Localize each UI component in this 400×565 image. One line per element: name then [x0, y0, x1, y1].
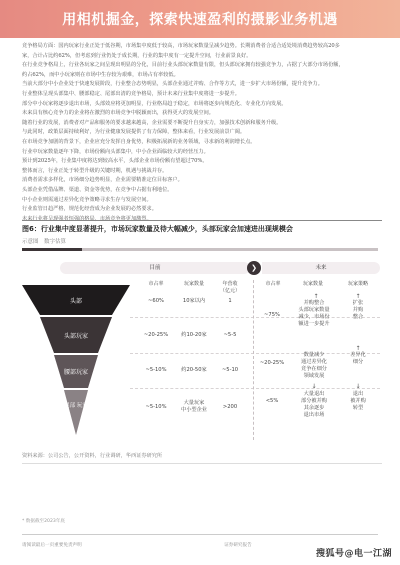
- paragraph-line-5: 行业整体呈现头部集中、腰部稳定、尾部出清的竞争格局，预计未来行业集中度将进一步提升。: [22, 90, 240, 97]
- tier-1-count: 约10-20家: [181, 332, 207, 338]
- paragraph-line-14: 消费者需求多样化，市场细分趋势明显，企业需要精准定位目标客户。: [22, 177, 183, 184]
- paragraph-line-6: 部分中小玩家将逐步退出市场，头部效应将更加明显，行业格局趋于稳定，市场将逐步向规范化、专业化方向发展。: [22, 100, 287, 107]
- tier-2-revenue: ~5-10: [221, 367, 239, 373]
- future-3-strategy: 退出 被并购 转型: [350, 391, 366, 411]
- figure-title: 图6：行业集中度显著提升，市场玩家数量及待大幅减少，头部玩家会加速进出现规模会: [22, 220, 382, 234]
- funnel-label-3: 尾部 玩家: [64, 403, 88, 409]
- funnel-label-2: 腰部玩家: [63, 369, 89, 376]
- tier-3-count: 大量玩家 中小型企业: [181, 400, 207, 413]
- col-change: 玩家数量: [302, 281, 323, 287]
- tier-1-share: ~20-25%: [143, 332, 169, 338]
- paragraph-line-7: 未来具有核心竞争力的企业将在激烈的市场竞争中脱颖而出，获得更大的发展空间。: [22, 110, 214, 117]
- arrow-down-icon: ↓: [355, 383, 361, 390]
- paragraph-line-16: 中小企业则需通过差异化竞争策略寻求生存与发展空间。: [22, 196, 152, 203]
- current-header: 目前: [60, 262, 250, 274]
- future-0-share: ~75%: [264, 312, 280, 318]
- paragraph-line-10: 在市场竞争加剧的背景下，企业应充分发挥自身优势，积极拓展新的业务领域，寻求新的利润增长点。: [22, 138, 256, 145]
- banner-title: 用相机掘金，探索快速盈利的摄影业务机遇: [62, 12, 338, 28]
- paragraph-line-13: 整体而言，行业正处于转型升级的关键时期，机遇与挑战并存。: [22, 167, 168, 174]
- funnel-label-1: 头部玩家: [63, 333, 89, 340]
- arrow-up-icon: ↑: [355, 293, 361, 300]
- future-3-share: <5%: [265, 398, 279, 404]
- figure-source: 资料来源：公司公告，公开资料，行业调研，华西证券研究所: [22, 452, 382, 464]
- paragraph-line-11: 行业中玩家数量逐年下降，市场份额向头部集中，中小企业面临较大的经营压力。: [22, 148, 209, 155]
- paragraph-line-3: 约占62%，而中小玩家则在市场中生存较为艰难，市场占有率较低。: [22, 71, 179, 78]
- funnel-chart: [22, 285, 132, 440]
- future-2-share: ~20-25%: [259, 360, 285, 366]
- tier-0-count: 10家以内: [182, 298, 206, 304]
- tier-2-count: 约20-50家: [181, 367, 207, 373]
- paragraph-line-4: 当前大部分中小企业处于快速发展阶段，行业整合态势明显，头部企业通过并购、合作等方式，进一步扩大市场份额，提升竞争力。: [22, 81, 323, 88]
- future-3-change: 大量退出 部分被并购 其余逐步 退出市场: [301, 391, 327, 418]
- tier-3-revenue: >200: [222, 404, 238, 410]
- figure-tab-bar-accent: [22, 248, 82, 251]
- col-player-count: 玩家数量: [183, 281, 204, 287]
- paragraph-line-8: 随着行业的发展，消费者对产品和服务的要求越来越高，企业需要不断提升自身实力，加强技术创新和服务升级。: [22, 119, 282, 126]
- future-2-change: 数量减少 通过差异化 竞争在细分 领域发展: [301, 352, 327, 379]
- paragraph-line-0: 竞争格局方面：国内玩家行业正处于低谷期，市场集中度低于较高，市场玩家数量呈减少趋势。长期消费者合适合适处境消费趋势较高20多: [22, 43, 340, 49]
- tier-3-share: ~5-10%: [145, 404, 167, 410]
- footnote: * 数据截至2023年底: [22, 519, 66, 524]
- paragraph-line-1: 家，合计占比约62%，但考虑到行业仍处于成长期，行业的集中度有一定提升空间，行业前景良好。: [22, 52, 252, 59]
- chevron-right-icon: ❯: [247, 261, 261, 275]
- arrow-down-icon: ↓: [311, 383, 317, 390]
- arrow-up-icon: ↑: [355, 345, 361, 352]
- paragraph-line-17: 行业监管日趋严格，规范化经营成为企业发展的必然要求。: [22, 206, 157, 213]
- arrow-up-icon: ↑: [313, 293, 319, 300]
- paragraph-line-12: 预计到2025年，行业集中度将达到较高水平，头部企业市场份额有望超过70%。: [22, 158, 208, 165]
- title-banner: [0, 0, 400, 38]
- paragraph-line-15: 头部企业凭借品牌、渠道、资金等优势，在竞争中占据有利地位。: [22, 186, 173, 193]
- tier-2-share: ~5-10%: [145, 367, 167, 373]
- future-header: 未来: [262, 262, 380, 274]
- footer-divider: [22, 534, 378, 535]
- paragraph-line-18: 未来行业将呈现强者恒强的格局，市场竞争将更加激烈。: [22, 215, 152, 222]
- tier-1-revenue: ~5-5: [223, 332, 237, 338]
- col-market-share: 市占率: [148, 281, 164, 287]
- figure-unit: 示意图 数字估算: [22, 239, 67, 245]
- footer-text: 请阅读最后一页重要免责声明 证券研究报告: [22, 543, 252, 548]
- future-2-strategy: 差异化 细分: [350, 352, 366, 365]
- future-0-strategy: 扩张 并购 整合: [352, 300, 364, 320]
- col-revenue: 年营收 （亿元）: [219, 281, 240, 294]
- body-paragraph: [22, 42, 378, 224]
- tier-0-revenue: 1: [228, 298, 232, 304]
- col-strategy: 玩家策略: [347, 281, 368, 287]
- tier-0-share: ~60%: [148, 298, 164, 304]
- paragraph-line-9: 与此同时，政策层面持续利好，为行业健康发展提供了有力保障，整体来看，行业发展前景广阔。: [22, 129, 246, 136]
- current-future-divider: [253, 280, 254, 440]
- row-divider: [130, 388, 380, 389]
- col-future-share: 市占率: [265, 281, 281, 287]
- funnel-label-0: 头部: [69, 298, 83, 305]
- figure-tab-bar: [22, 248, 378, 251]
- future-0-change: 并购整合 头部玩家数量 减少，市场份 额进一步提升: [298, 300, 330, 327]
- paragraph-line-2: 在行业竞争格局上，行业各玩家之间呈现出明显的分化，目前行业头部玩家数量有限，但头部玩家拥有较强竞争力，占据了大部分市场份额，: [22, 62, 344, 69]
- funnel-tier-3: [64, 390, 88, 435]
- watermark: 搜狐号@电一江湖: [315, 549, 392, 559]
